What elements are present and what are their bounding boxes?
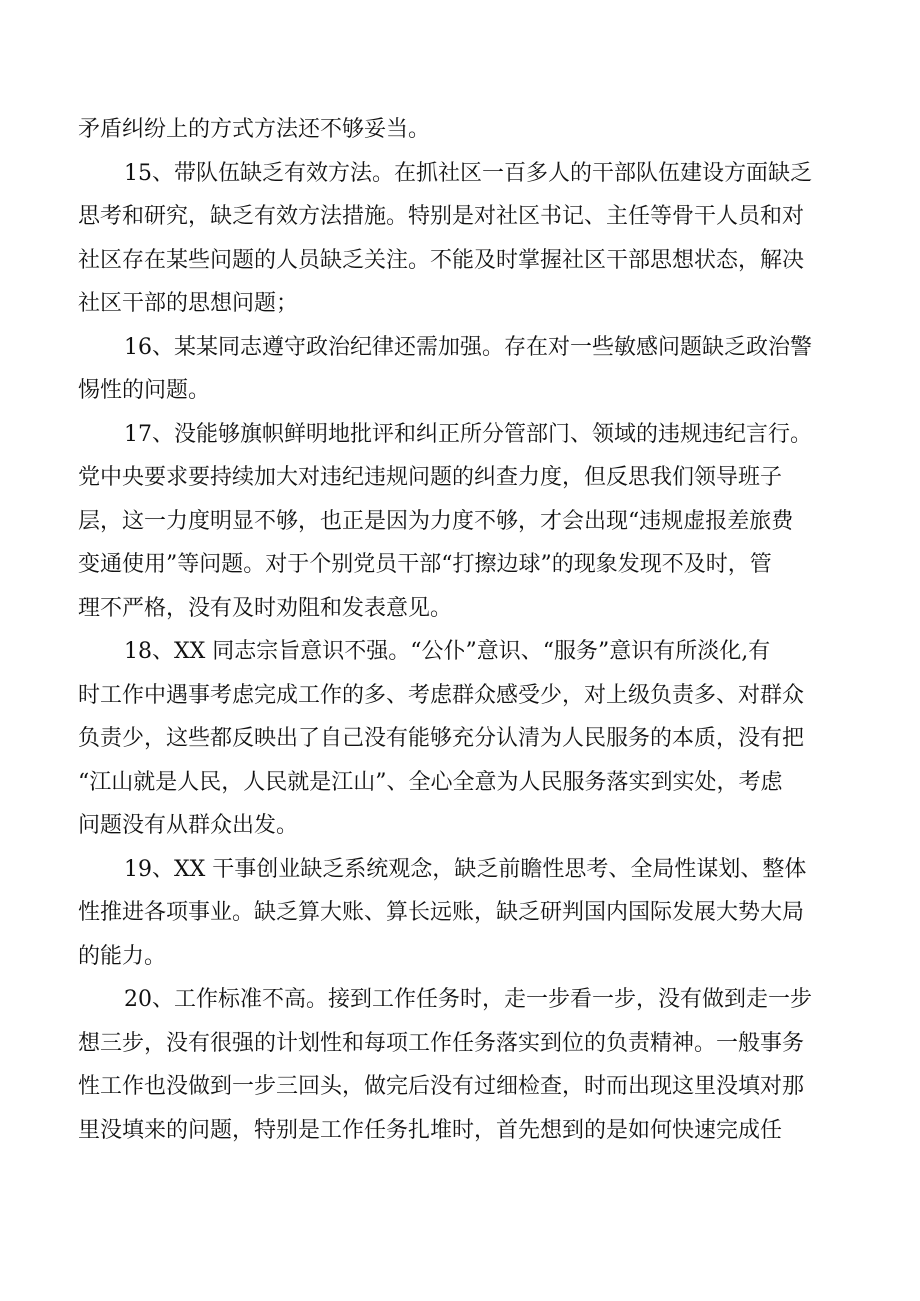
text-line: “江山就是人民，人民就是江山”、全心全意为人民服务落实到实处，考虑 <box>78 770 783 795</box>
text-line: 惕性的问题。 <box>78 378 211 403</box>
text-line: 党中央要求要持续加大对违纪违规问题的纠查力度，但反思我们领导班子 <box>78 465 783 490</box>
text-line: 想三步，没有很强的计划性和每项工作任务落实到位的负责精神。一般事务 <box>78 1031 805 1056</box>
text-line: 20、工作标准不高。接到工作任务时，走一步看一步，没有做到走一步 <box>124 987 812 1012</box>
text-line: 时工作中遇事考虑完成工作的多、考虑群众感受少，对上级负责多、对群众 <box>78 683 805 708</box>
text-line: 19、XX 干事创业缺乏系统观念，缺乏前瞻性思考、全局性谋划、整体 <box>124 857 807 882</box>
text-line: 17、没能够旗帜鲜明地批评和纠正所分管部门、领域的违规违纪言行。 <box>124 422 812 447</box>
text-line: 负责少，这些都反映出了自己没有能够充分认清为人民服务的本质，没有把 <box>78 726 805 751</box>
text-line: 16、某某同志遵守政治纪律还需加强。存在对一些敏感问题缺乏政治警 <box>124 335 812 360</box>
text-line: 性推进各项事业。缺乏算大账、算长远账，缺乏研判国内国际发展大势大局 <box>78 900 805 925</box>
text-line: 社区存在某些问题的人员缺乏关注。不能及时掌握社区干部思想状态，解决 <box>78 248 805 273</box>
text-line: 矛盾纠纷上的方式方法还不够妥当。 <box>78 117 431 142</box>
text-line: 问题没有从群众出发。 <box>78 813 299 838</box>
text-line: 变通使用”等问题。对于个别党员干部“打擦边球”的现象发现不及时，管 <box>78 552 772 577</box>
text-line: 的能力。 <box>78 944 167 969</box>
text-line: 层，这一力度明显不够，也正是因为力度不够，才会出现“违规虚报差旅费 <box>78 509 794 534</box>
text-line: 社区干部的思想问题； <box>78 291 299 316</box>
text-line: 性工作也没做到一步三回头，做完后没有过细检查，时而出现这里没填对那 <box>78 1074 805 1099</box>
text-line: 里没填来的问题，特别是工作任务扎堆时，首先想到的是如何快速完成任 <box>78 1118 783 1143</box>
text-line: 理不严格，没有及时劝阻和发表意见。 <box>78 596 453 621</box>
text-line: 思考和研究，缺乏有效方法措施。特别是对社区书记、主任等骨干人员和对 <box>78 204 805 229</box>
text-line: 18、XX 同志宗旨意识不强。“公仆”意识、“服务”意识有所淡化,有 <box>124 639 771 664</box>
text-line: 15、带队伍缺乏有效方法。在抓社区一百多人的干部队伍建设方面缺乏 <box>124 161 812 186</box>
